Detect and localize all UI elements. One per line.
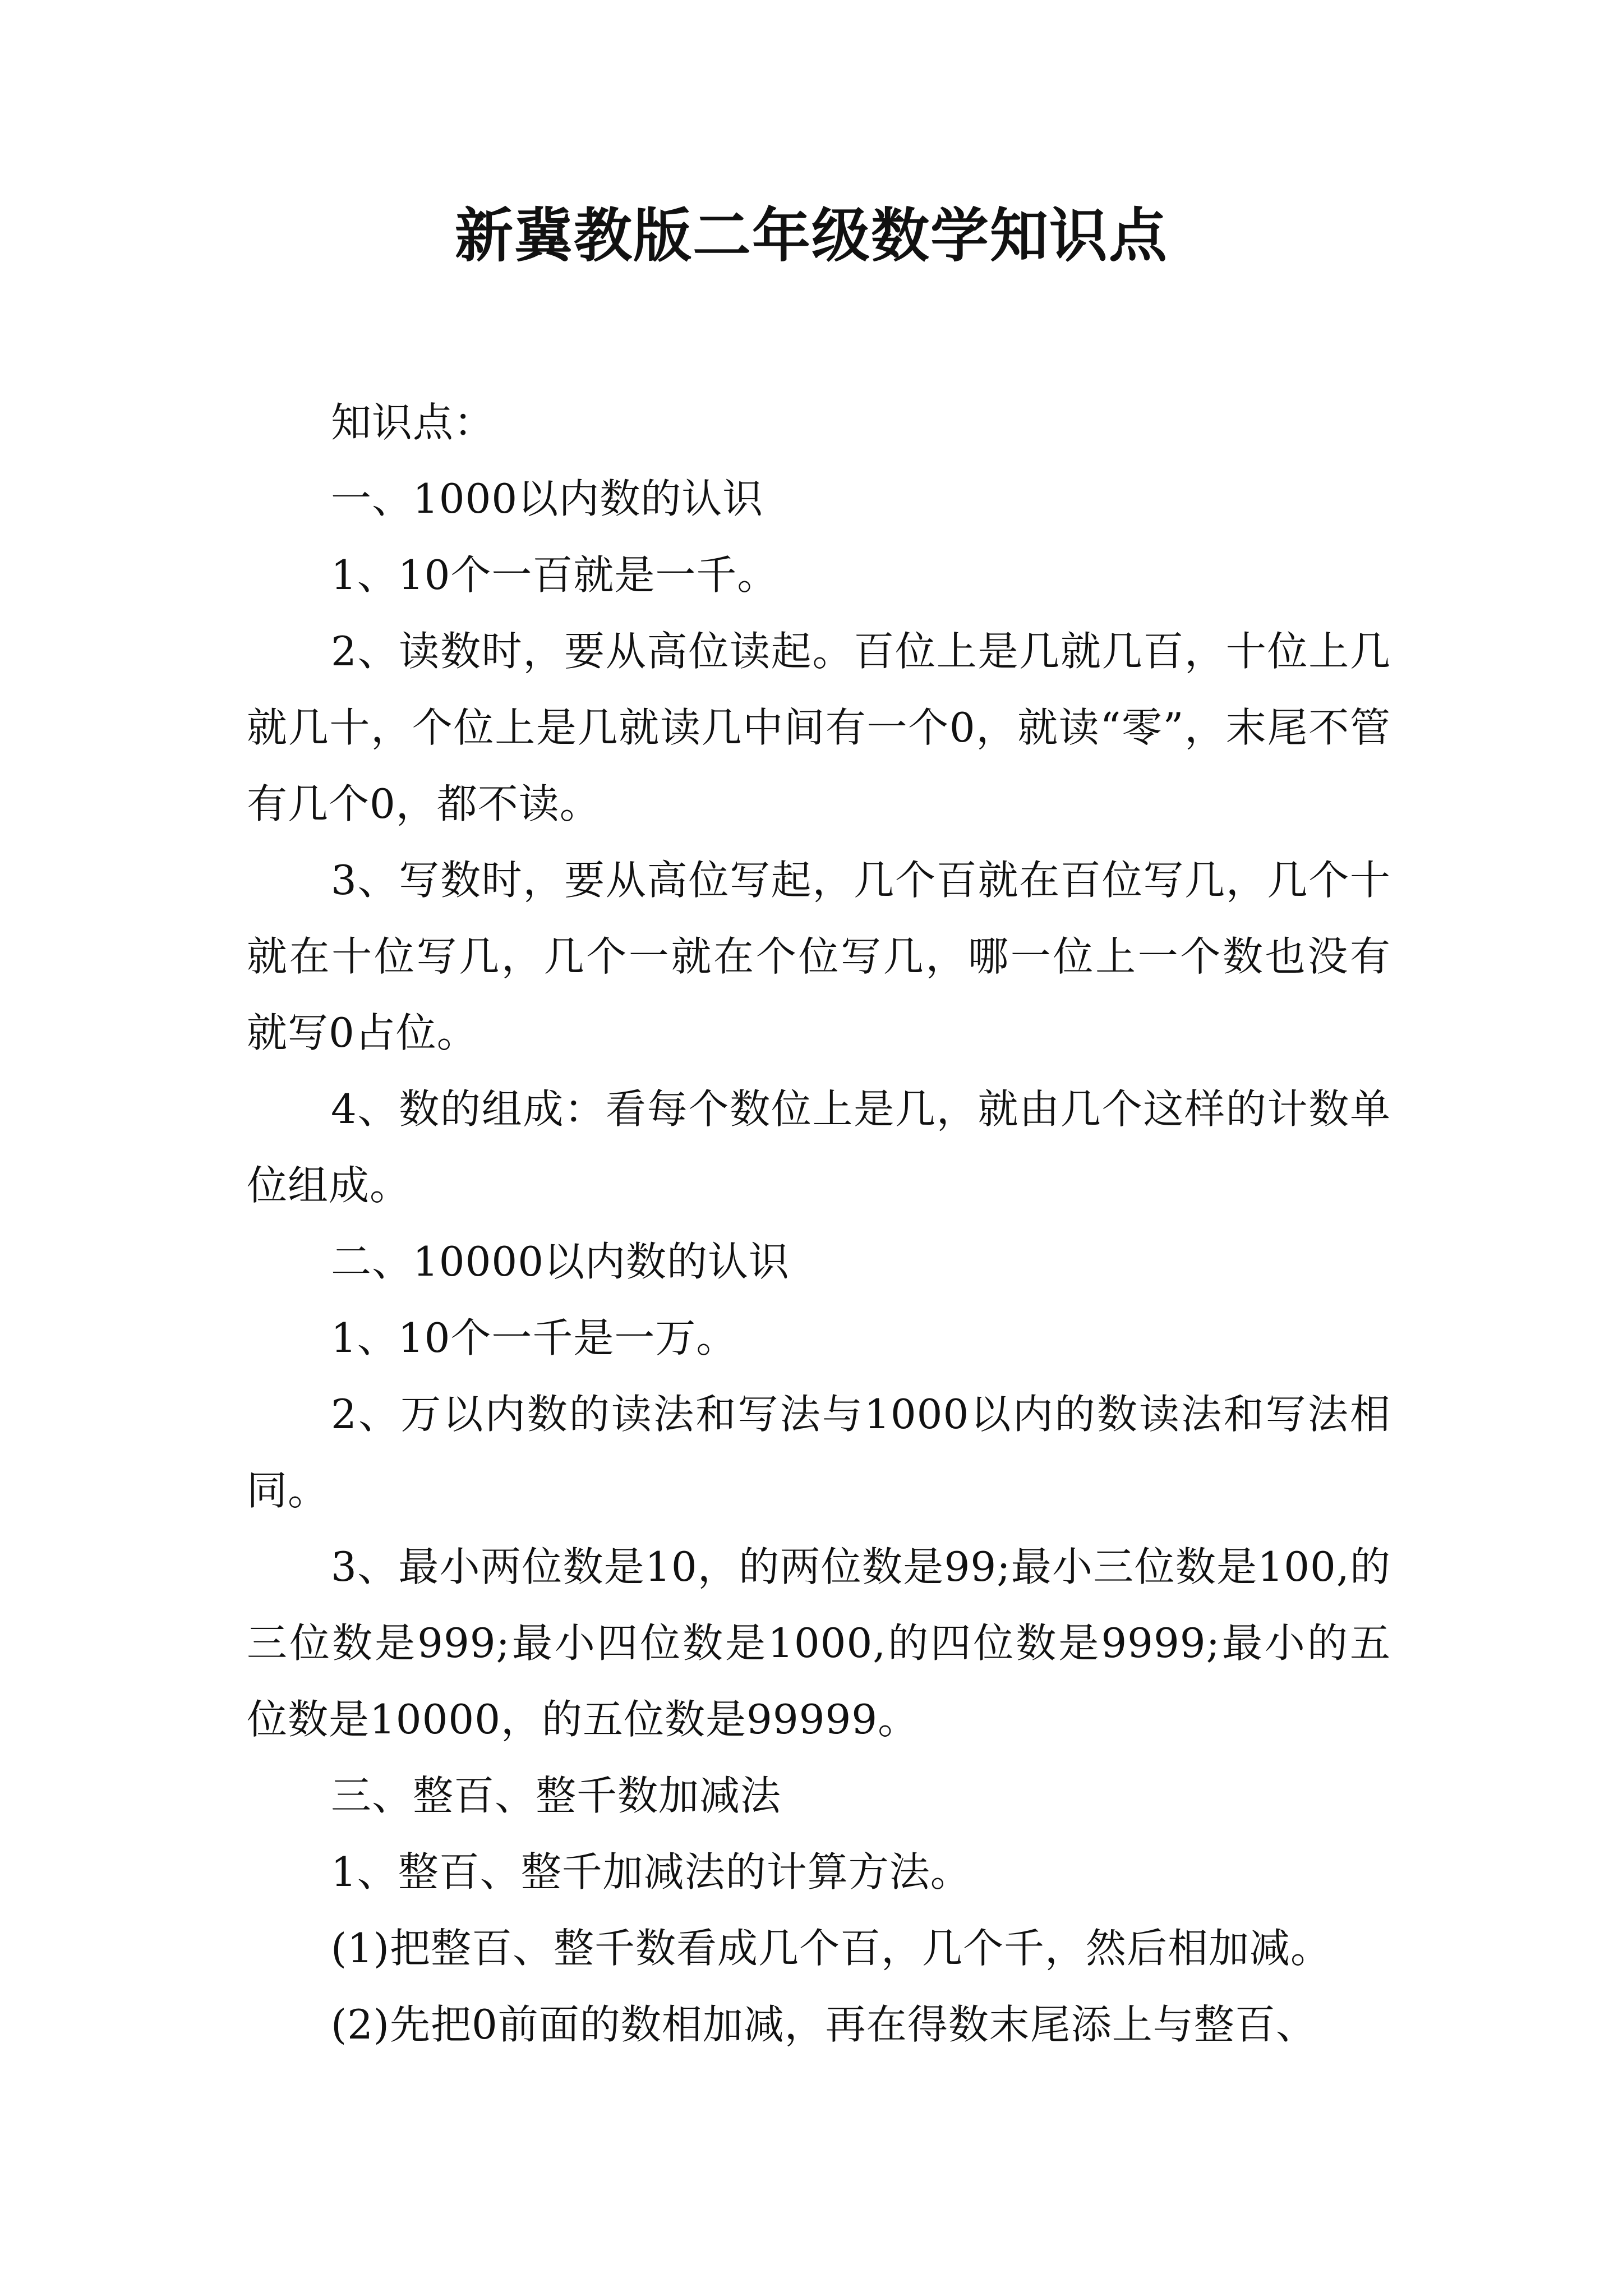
paragraph: (1)把整百、整千数看成几个百，几个千，然后相加减。 [331,1925,1331,1972]
paragraph: 1、整百、整千加减法的计算方法。 [331,1848,971,1895]
section-heading-1: 一、1000以内数的认识 [331,475,764,522]
section-heading-3: 三、整百、整千数加减法 [331,1772,782,1819]
document-body [247,384,1391,2063]
paragraph: 1、10个一千是一万。 [331,1314,737,1361]
document-title: 新冀教版二年级数学知识点 [454,201,1168,270]
paragraph: 4、数的组成：看每个数位上是几，就由几个这样的计数单位组成。 [247,1085,1391,1209]
paragraph: 2、万以内数的读法和写法与1000以内的数读法和写法相同。 [247,1391,1391,1514]
paragraph: (2)先把0前面的数相加减，再在得数末尾添上与整百、 [331,2001,1317,2048]
paragraph: 3、写数时，要从高位写起，几个百就在百位写几，几个十就在十位写几，几个一就在个位写几，哪一位上一个数也没有就写0占位。 [247,857,1391,1056]
paragraph: 1、10个一百就是一千。 [331,551,778,599]
section-heading-2: 二、10000以内数的认识 [331,1238,790,1285]
paragraph-heading: 知识点： [331,399,495,446]
paragraph: 3、最小两位数是10，的两位数是99;最小三位数是100,的三位数是999;最小四位数是1000,的四位数是9999;最小的五位数是10000，的五位数是99999。 [247,1543,1391,1743]
paragraph: 2、读数时，要从高位读起。百位上是几就几百，十位上几就几十，个位上是几就读几中间有一个0，就读“零”，末尾不管有几个0，都不读。 [247,628,1391,827]
